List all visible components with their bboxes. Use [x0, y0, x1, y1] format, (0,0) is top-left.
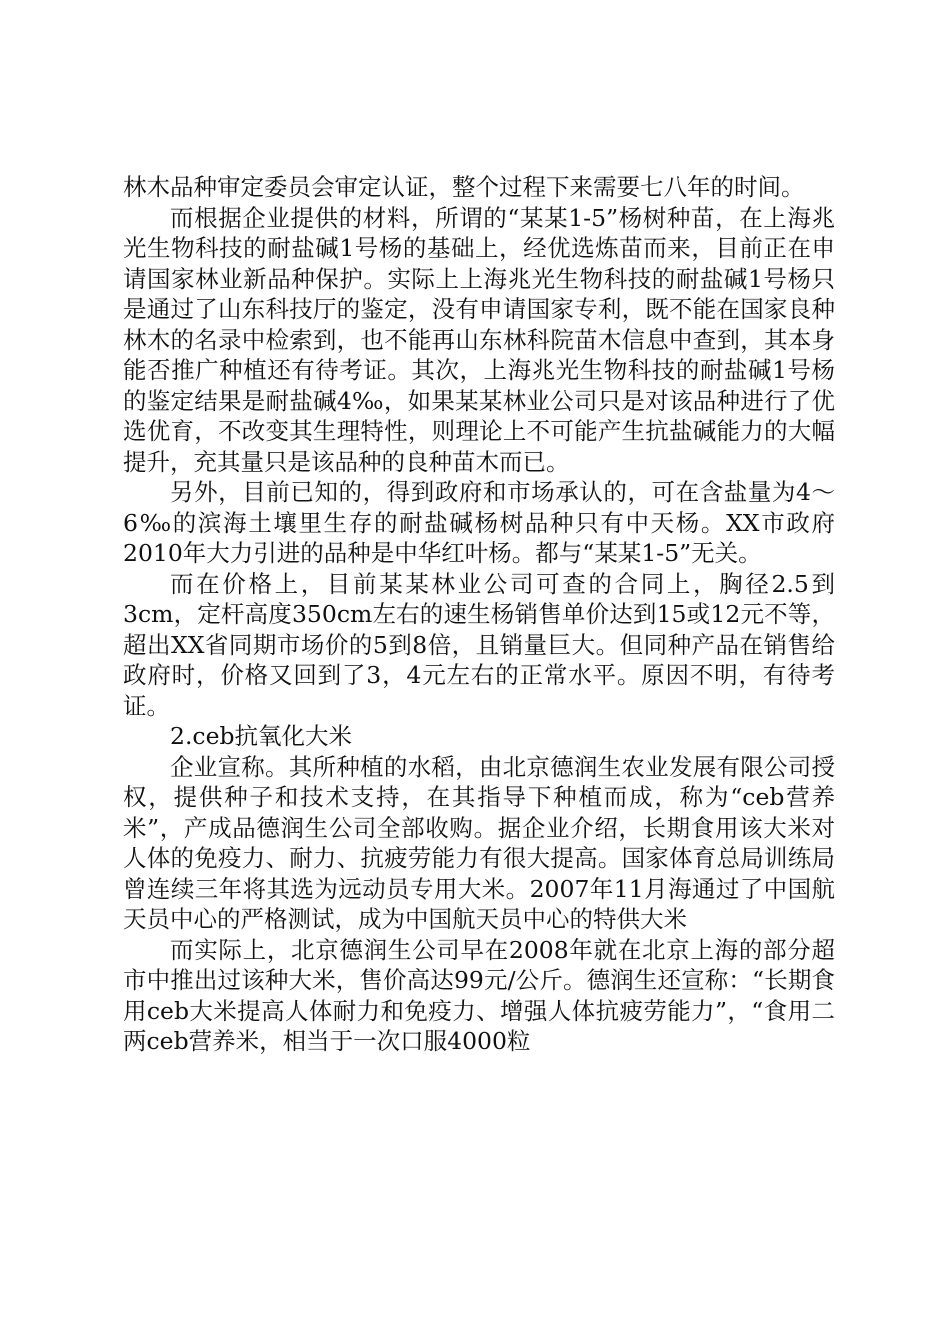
paragraph-continuation: 林木品种审定委员会审定认证，整个过程下来需要七八年的时间。: [123, 173, 805, 201]
paragraph-company-claim: 企业宣称。其所种植的水稻，由北京德润生农业发展有限公司授权，提供种子和技术支持，在其指导下种植而成，称为“ceb营养米”，产成品德润生公司全部收购。据企业介绍，长期食用该大米对人体的免疫力、耐力、抗疲劳能力有很大提高。国家体育总局训练局曾连续三年将其选为远动员专用大米。2007年11月海通过了中国航天员中心的严格测试，成为中国航天员中心的特供大米: [123, 752, 835, 933]
paragraph-actual-facts: 而实际上，北京德润生公司早在2008年就在北京上海的部分超市中推出过该种大米，售价高达99元/公斤。德润生还宣称：“长期食用ceb大米提高人体耐力和免疫力、增强人体抗疲劳能力”，“食用二两ceb营养米，相当于一次口服4000粒: [123, 935, 835, 1055]
section-heading-ceb-rice: 2.ceb抗氧化大米: [170, 722, 353, 750]
paragraph-poplar-seedling: 而根据企业提供的材料，所谓的“某某1-5”杨树种苗，在上海兆光生物科技的耐盐碱1号杨的基础上，经优选炼苗而来，目前正在申请国家林业新品种保护。实际上上海兆光生物科技的耐盐碱1号杨只是通过了山东科技厅的鉴定，没有申请国家专利，既不能在国家良种林木的名录中检索到，也不能再山东林科院苗木信息中查到，其本身能否推广种植还有待考证。其次，上海兆光生物科技的耐盐碱1号杨的鉴定结果是耐盐碱4‰，如果某某林业公司只是对该品种进行了优选优育，不改变其生理特性，则理论上不可能产生抗盐碱能力的大幅提升，充其量只是该品种的良种苗木而已。: [123, 203, 835, 476]
document-body: [123, 172, 835, 1057]
paragraph-salt-tolerant-varieties: 另外，目前已知的，得到政府和市场承认的，可在含盐量为4～6‰的滨海土壤里生存的耐盐碱杨树品种只有中天杨。XX市政府2010年大力引进的品种是中华红叶杨。都与“某某1-5”无关。: [123, 478, 835, 567]
paragraph-pricing: 而在价格上，目前某某林业公司可查的合同上，胸径2.5到3cm，定杆高度350cm左右的速生杨销售单价达到15或12元不等，超出XX省同期市场价的5到8倍，且销量巨大。但同种产品在销售给政府时，价格又回到了3，4元左右的正常水平。原因不明，有待考证。: [123, 569, 835, 720]
